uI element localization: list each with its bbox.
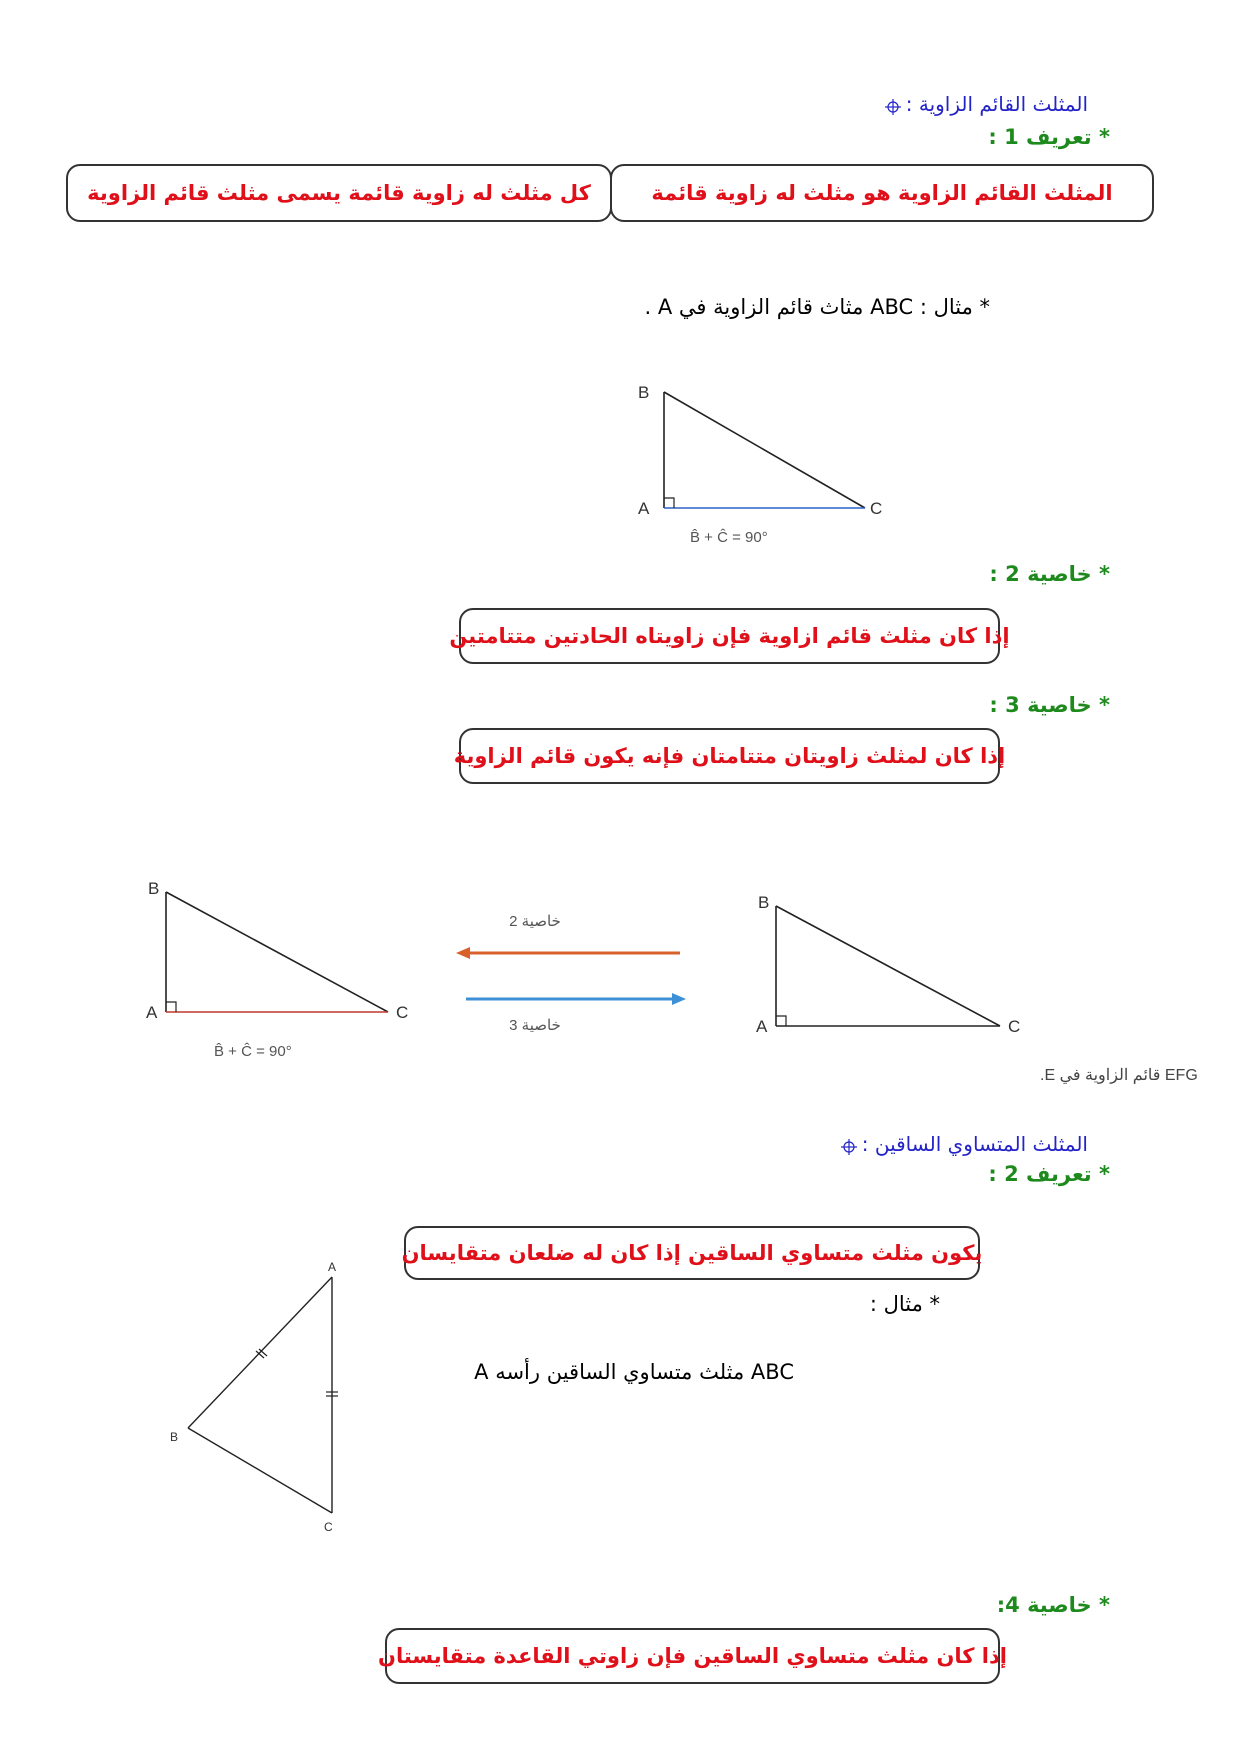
figure-isosceles-triangle bbox=[160, 1255, 360, 1545]
arrow-bottom-label: خاصية 3 bbox=[509, 1017, 561, 1034]
right-vertex-a-label: A bbox=[756, 1017, 768, 1036]
definition-1-label: * تعريف 1 : bbox=[988, 125, 1110, 149]
left-angle-sum-formula: B̂ + Ĉ = 90° bbox=[214, 1043, 292, 1060]
left-right-angle-mark bbox=[166, 1002, 176, 1012]
definition-1-box-right bbox=[610, 164, 1154, 222]
property-3-box bbox=[453, 728, 1006, 784]
section-title-text: المثلث القائم الزاوية : bbox=[905, 92, 1088, 116]
arrow-top-label: خاصية 2 bbox=[509, 913, 561, 930]
left-side-bc bbox=[166, 892, 388, 1012]
definition-1-text-left: كل مثلث له زاوية قائمة يسمى مثلث قائم الزاوية bbox=[87, 181, 591, 205]
iso-vertex-b-label: B bbox=[170, 1430, 179, 1444]
definition-1-text-right: المثلث القائم الزاوية هو مثلث له زاوية قائمة bbox=[651, 181, 1113, 205]
right-triangle-caption: EFG قائم الزاوية في E. bbox=[1040, 1067, 1198, 1084]
definition-1-box-left bbox=[66, 164, 612, 222]
section-title-right-triangle bbox=[881, 92, 1088, 116]
right-vertex-c-label: C bbox=[1008, 1017, 1021, 1036]
property-4-box bbox=[378, 1628, 1007, 1684]
iso-vertex-a-label: A bbox=[328, 1260, 337, 1274]
property-2-box bbox=[449, 608, 1010, 664]
angle-sum-formula: B̂ + Ĉ = 90° bbox=[690, 529, 768, 546]
arrows bbox=[456, 913, 686, 1034]
property-2-label: * خاصية 2 : bbox=[989, 562, 1110, 586]
property-4-label: * خاصية 4: bbox=[996, 1593, 1110, 1617]
left-vertex-a-label: A bbox=[146, 1003, 158, 1022]
section-title-isosceles bbox=[837, 1132, 1088, 1156]
right-right-angle-mark bbox=[776, 1016, 786, 1026]
property-3-label: * خاصية 3 : bbox=[989, 693, 1110, 717]
figure-right-triangle bbox=[620, 370, 900, 545]
crosshair-circle-icon bbox=[885, 99, 901, 115]
property-4-text: إذا كان مثلث متساوي الساقين فإن زاوتي القاعدة متقايستان bbox=[378, 1644, 1007, 1668]
crosshair-circle-icon bbox=[841, 1139, 857, 1155]
left-vertex-b-label: B bbox=[148, 879, 160, 898]
definition-2-text: يكون مثلث متساوي الساقين إذا كان له ضلعان متقايسان bbox=[401, 1241, 983, 1265]
example-1-text: * مثال : ABC مثاث قائم الزاوية في A . bbox=[644, 295, 990, 319]
right-angle-mark bbox=[664, 498, 674, 508]
side-bc bbox=[664, 392, 865, 508]
property-3-text: إذا كان لمثلث زاويتان متتامتان فإنه يكون قائم الزاوية bbox=[453, 744, 1006, 768]
vertex-c-label: C bbox=[870, 499, 883, 518]
property-2-text: إذا كان مثلث قائم ازاوية فإن زاويتاه الحادتين متتامتين bbox=[449, 624, 1010, 648]
arrow-top-head bbox=[456, 947, 470, 959]
iso-side-bc bbox=[188, 1428, 332, 1513]
section-title-2-text: المثلث المتساوي الساقين : bbox=[861, 1132, 1088, 1156]
definition-2-label: * تعريف 2 : bbox=[988, 1162, 1110, 1186]
iso-side-ab bbox=[188, 1277, 332, 1428]
iso-vertex-c-label: C bbox=[324, 1520, 333, 1534]
left-triangle bbox=[146, 879, 408, 1060]
example-2-text: ABC مثلث متساوي الساقين رأسه A bbox=[474, 1360, 794, 1384]
right-vertex-b-label: B bbox=[758, 893, 770, 912]
left-vertex-c-label: C bbox=[396, 1003, 409, 1022]
arrow-bottom-head bbox=[672, 993, 686, 1005]
right-side-bc bbox=[776, 906, 1000, 1026]
right-triangle bbox=[756, 893, 1198, 1084]
vertex-b-label: B bbox=[638, 383, 650, 402]
figure-property-equivalence bbox=[120, 870, 1198, 1100]
example-2-label: * مثال : bbox=[869, 1292, 940, 1316]
definition-2-box bbox=[401, 1226, 983, 1280]
vertex-a-label: A bbox=[638, 499, 650, 518]
